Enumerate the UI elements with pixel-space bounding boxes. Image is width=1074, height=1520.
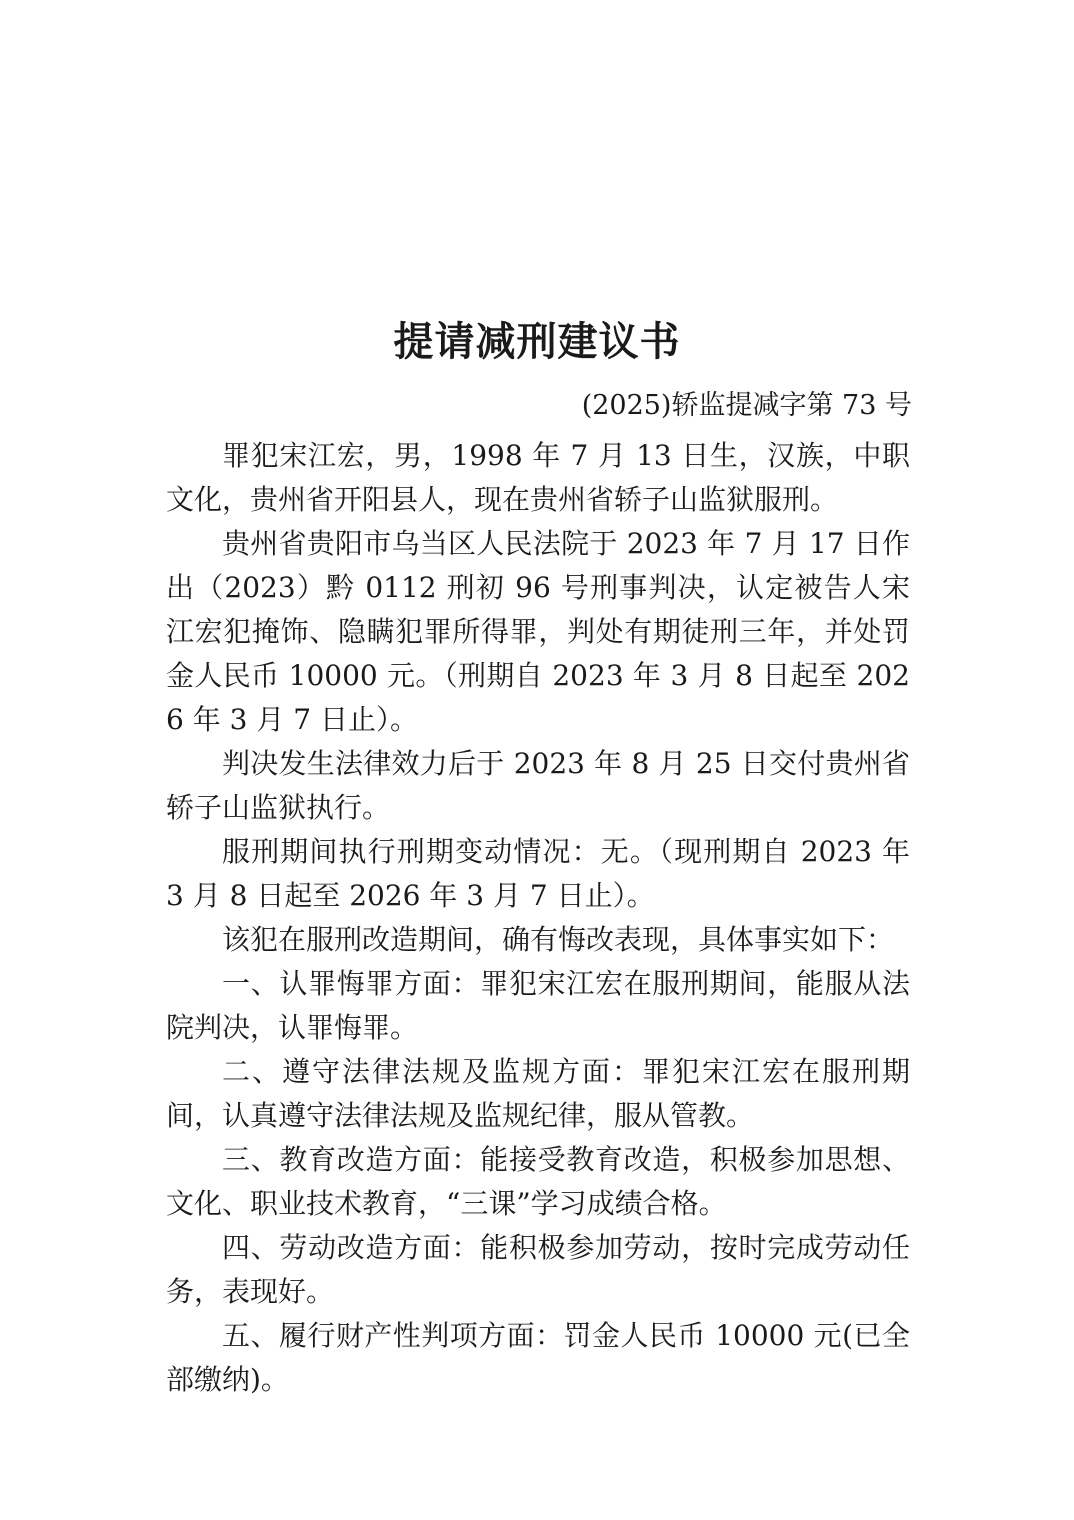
paragraph-execution: 判决发生法律效力后于 2023 年 8 月 25 日交付贵州省轿子山监狱执行。 <box>166 747 910 824</box>
document-title: 提请减刑建议书 <box>393 318 681 365</box>
paragraph-labor: 四、劳动改造方面：能积极参加劳动，按时完成劳动任务，表现好。 <box>166 1231 910 1308</box>
paragraph-compliance: 二、遵守法律法规及监规方面：罪犯宋江宏在服刑期间，认真遵守法律法规及监规纪律，服从管教。 <box>166 1055 910 1132</box>
paragraph-offender-info: 罪犯宋江宏，男，1998 年 7 月 13 日生，汉族，中职文化，贵州省开阳县人，现在贵州省轿子山监狱服刑。 <box>166 439 910 516</box>
document-body <box>166 434 910 1402</box>
paragraph-repentance: 一、认罪悔罪方面：罪犯宋江宏在服刑期间，能服从法院判决，认罪悔罪。 <box>166 967 910 1044</box>
paragraph-facts-intro: 该犯在服刑改造期间，确有悔改表现，具体事实如下： <box>222 923 895 956</box>
paragraph-judgment: 贵州省贵阳市乌当区人民法院于 2023 年 7 月 17 日作出（2023）黔 0112 刑初 96 号刑事判决，认定被告人宋江宏犯掩饰、隐瞒犯罪所得罪，判处有期徒刑三年，并处罚金人民币 10000 元。（刑期自 2023 年 3 月 8 日起至 2026 年 3 月 7 日止）。 <box>166 527 910 736</box>
paragraph-education: 三、教育改造方面：能接受教育改造，积极参加思想、文化、职业技术教育，“三课”学习成绩合格。 <box>166 1143 910 1220</box>
paragraph-term-changes: 服刑期间执行刑期变动情况：无。（现刑期自 2023 年 3 月 8 日起至 2026 年 3 月 7 日止）。 <box>166 835 910 912</box>
paragraph-property-judgment: 五、履行财产性判项方面：罚金人民币 10000 元(已全部缴纳)。 <box>166 1319 910 1396</box>
document-number: (2025)轿监提减字第 73 号 <box>581 390 912 421</box>
